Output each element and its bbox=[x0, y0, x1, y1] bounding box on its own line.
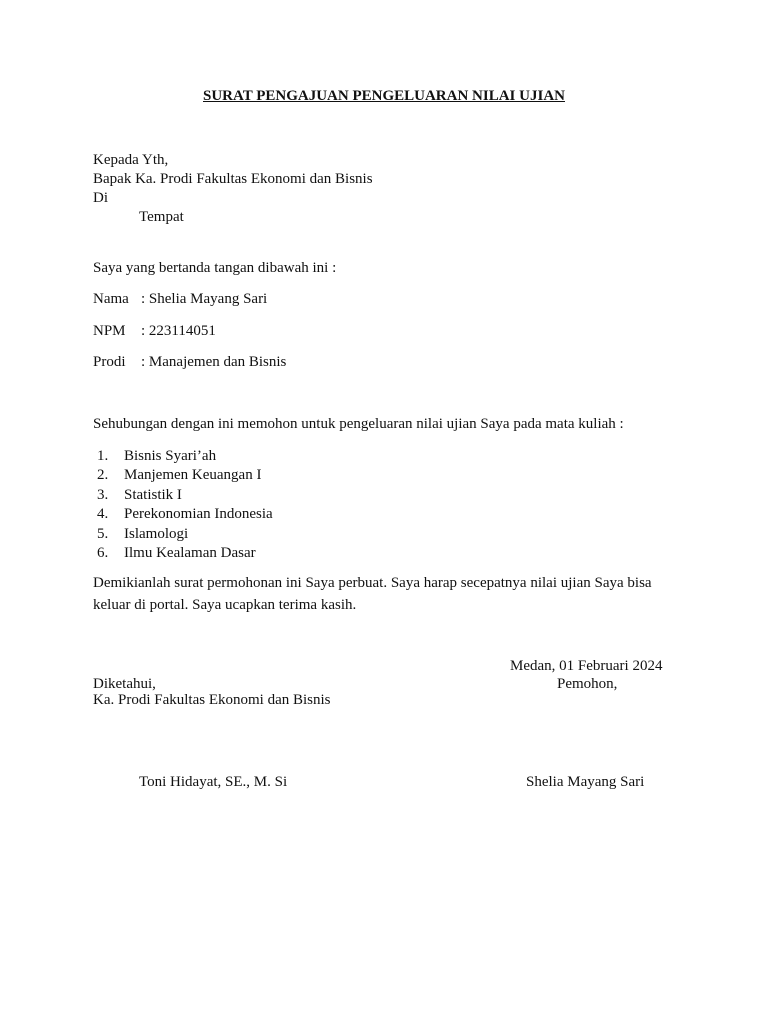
name-row bbox=[93, 290, 267, 308]
prodi-label: Prodi bbox=[93, 354, 126, 370]
course-list bbox=[97, 447, 273, 563]
recipient-greeting: Kepada Yth, bbox=[93, 152, 169, 168]
letter-title: SURAT PENGAJUAN PENGELUARAN NILAI UJIAN bbox=[203, 88, 565, 104]
closing-line-2: keluar di portal. Saya ucapkan terima kasih. bbox=[93, 597, 357, 613]
applicant-name: Shelia Mayang Sari bbox=[526, 774, 645, 790]
name-value: : Shelia Mayang Sari bbox=[141, 291, 268, 307]
name-label: Nama bbox=[93, 291, 129, 307]
npm-value: : 223114051 bbox=[141, 323, 216, 339]
recipient-name: Bapak Ka. Prodi Fakultas Ekonomi dan Bisnis bbox=[93, 171, 373, 187]
request-text: Sehubungan dengan ini memohon untuk pengeluaran nilai ujian Saya pada mata kuliah : bbox=[93, 416, 624, 432]
prodi-value: : Manajemen dan Bisnis bbox=[141, 354, 287, 370]
list-item: 5. Islamologi bbox=[97, 525, 189, 542]
npm-label: NPM bbox=[93, 323, 126, 339]
recipient-di: Di bbox=[93, 190, 108, 206]
acknowledged-label: Diketahui, bbox=[93, 676, 156, 692]
list-item: 2. Manjemen Keuangan I bbox=[97, 467, 262, 484]
prodi-row bbox=[93, 353, 286, 371]
acknowledged-role: Ka. Prodi Fakultas Ekonomi dan Bisnis bbox=[93, 692, 331, 708]
acknowledger-name: Toni Hidayat, SE., M. Si bbox=[139, 774, 288, 790]
list-item: 1. Bisnis Syari’ah bbox=[97, 448, 217, 464]
npm-row bbox=[93, 322, 216, 340]
list-item: 4. Perekonomian Indonesia bbox=[97, 506, 273, 523]
closing-line-1: Demikianlah surat permohonan ini Saya perbuat. Saya harap secepatnya nilai ujian Saya bisa bbox=[93, 575, 652, 591]
list-item: 3. Statistik I bbox=[97, 486, 182, 503]
recipient-place: Tempat bbox=[139, 209, 184, 225]
applicant-role: Pemohon, bbox=[557, 676, 618, 692]
intro-text: Saya yang bertanda tangan dibawah ini : bbox=[93, 260, 337, 276]
place-date: Medan, 01 Februari 2024 bbox=[510, 658, 663, 674]
list-item: 6. Ilmu Kealaman Dasar bbox=[97, 544, 256, 561]
